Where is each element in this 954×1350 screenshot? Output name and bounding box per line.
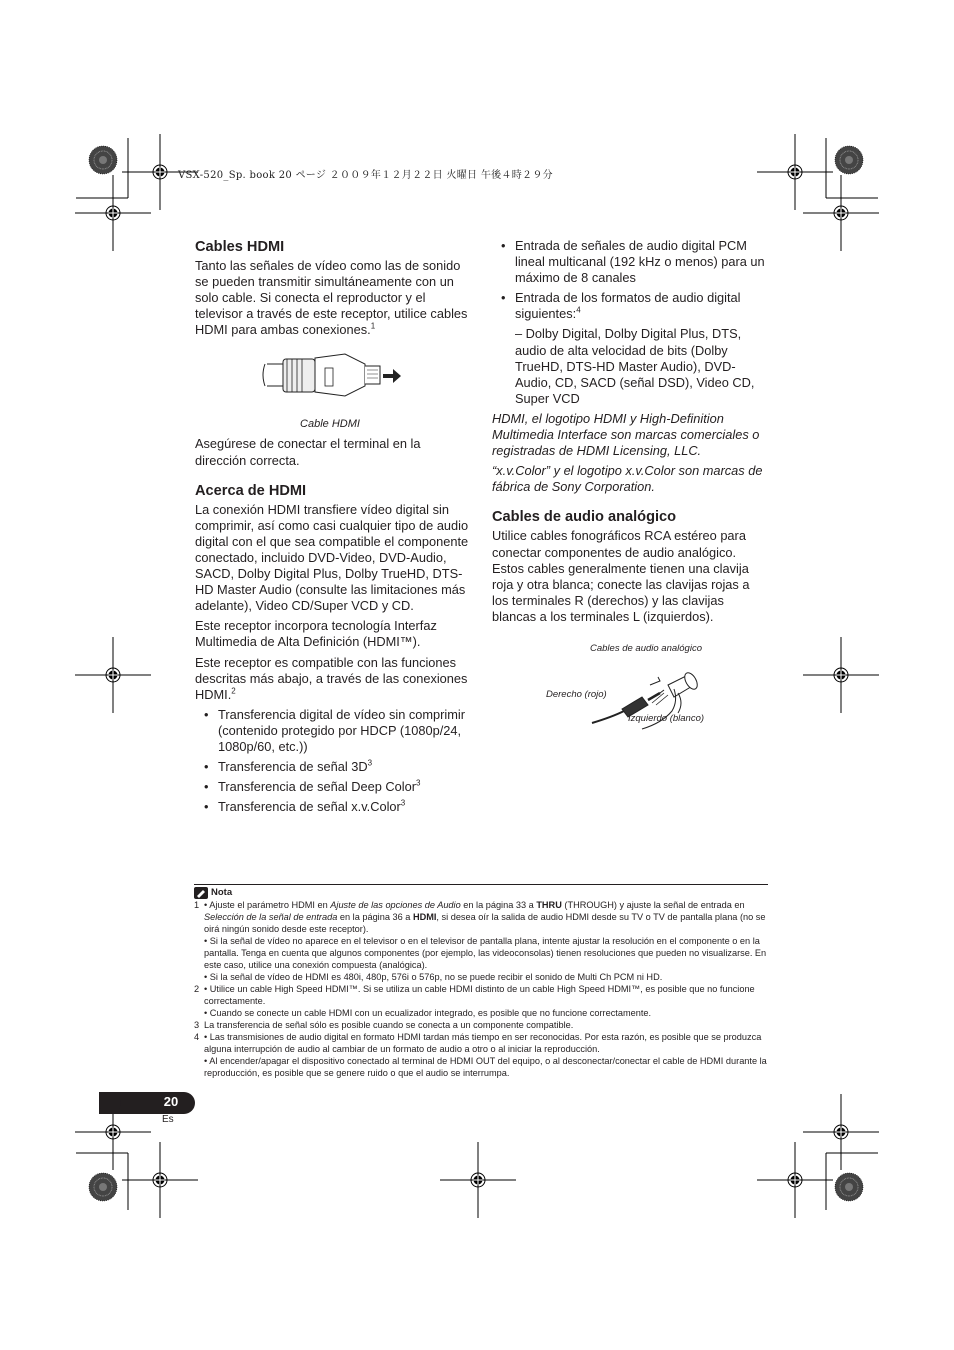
list-item: • Transferencia de señal Deep Color$^3$ [195,779,470,795]
hdmi-cable-figure [195,344,470,431]
hdmi-trademark-note: HDMI, el logotipo HDMI y High-Definition Multimedia Interface son marcas comerciales o registradas de HDMI Licensing, LLC. [492,410,760,459]
heading-cables-hdmi: Cables HDMI [195,239,285,255]
note-4: 4 • Las transmisiones de audio digital en formato HDMI tardan más tiempo en ser reconocidas. Por esta razón, es posible que se produzca alguna interrupción de audio al cambiar de un formato de audio a otro o al iniciar la reproducción. • Al encender/apagar el dispositivo conectado al terminal de HDMI OUT del equipo, o al desconectar/conectar el cable de HDMI durante la reproducción, es posible que se genere ruido o que el audio se interrumpa. [194,1032,767,1078]
cables-hdmi-paragraph: Tanto las señales de vídeo como las de sonido se pueden transmitir simultáneamente con un solo cable. Si conecta el reproductor y el televisor a través de este receptor, utilice cables HDMI para ambas conexiones.$^1$ [195,258,468,338]
note-2: 2 • Utilice un cable High Speed HDMI™. Si se utiliza un cable HDMI distinto de un cable High Speed HDMI™, es posible que no funcione correctamente. • Cuando se conecte un cable HDMI con un ecualizador integrado, es posible que no funcione correctamente. [194,984,755,1018]
analog-figure-title: Cables de audio analógico [590,642,702,654]
xvcolor-trademark-note: “x.v.Color” y el logotipo x.v.Color son marcas de fábrica de Sony Corporation. [492,463,763,495]
list-item: • Transferencia de señal $3D^3$ [195,759,470,775]
list-item: • Entrada de señales de audio digital PCM lineal multicanal (192 kHz o menos) para un máximo de 8 canales [492,238,768,286]
right-column [492,238,768,737]
note-1: 1 • Ajuste el parámetro HDMI en Ajuste de las opciones de Audio en la página 33 a THRU (THROUGH) y ajuste la señal de entrada en Selección de la señal de entrada en la página 36 a HDMI, si desea oír la salida de audio HDMI desde su TV o TV de pantalla plana (no se oirá ningún sonido desde este receptor). • Si la señal de vídeo no aparece en el televisor o en el televisor de pantalla plana, intente ajustar la resolución en el componente o en la pantalla. Tenga en cuenta que algunos componentes (por ejemplo, las videoconsolas) tienen resoluciones que pueden no visualizarse. En este caso, utilice una conexión compuesta (analógica). • Si la señal de vídeo de HDMI es 480i, 480p, 576i o 576p, no se puede recibir el sonido de Multi Ch PCM ni HD. [194,900,767,982]
rca-cable-illustration [492,653,768,743]
analog-cable-figure [492,631,768,731]
analog-cables-paragraph: Utilice cables fonográficos RCA estéreo para conectar componentes de audio analógico. Estos cables generalmente tienen una clavija roja y otra blanca; conecte las clavijas rojas a los terminales R (derechos) y las clavijas blancas a los terminales L (izquierdos). [492,528,750,624]
note-heading: Nota [194,887,768,899]
hdmi-feature-list [195,707,470,816]
note-pencil-icon [194,887,208,899]
acerca-paragraph-1: La conexión HDMI transfiere vídeo digital sin comprimir, así como casi cualquier tipo de audio digital con el que sea compatible el componente conectado, incluido DVD-Video, DVD-Audio, SACD, Dolby Digital Plus, Dolby TrueHD, DTS-HD Master Audio (consulte las limitaciones más adelante), Video CD/Super VCD y CD. [195,501,469,614]
language-code: Es [162,1114,174,1125]
page-number: 20 [163,1094,179,1109]
heading-acerca-hdmi: Acerca de HDMI [195,482,307,499]
note-section [194,884,768,1079]
connect-direction-text: Asegúrese de conectar el terminal en la dirección correcta. [195,436,421,468]
label-right-red: Derecho (rojo) [546,688,607,700]
audio-input-list [492,238,768,322]
label-left-white: Izquierdo (blanco) [628,712,705,724]
acerca-paragraph-2: Este receptor incorpora tecnología Interfaz Multimedia de Alta Definición (HDMI™). [195,618,437,650]
audio-formats-text: – Dolby Digital, Dolby Digital Plus, DTS, audio de alta velocidad de bits (Dolby TrueHD, DTS-HD Master Audio), DVD-Audio, CD, SACD (señal DSD), Video CD, Super VCD [515,326,755,406]
hdmi-cable-illustration [195,350,470,405]
hdmi-cable-caption: Cable HDMI [300,418,360,431]
acerca-paragraph-3: Este receptor es compatible con las funciones descritas más abajo, a través de las conexiones HDMI.$^2$ [195,654,468,702]
list-item: • Transferencia digital de vídeo sin comprimir (contenido protegido por HDCP (1080p/24, 1080p/60, etc.)) [195,707,470,755]
note-3: 3 La transferencia de señal sólo es posible cuando se conecta a un componente compatible. [194,1020,574,1030]
list-item: • Entrada de los formatos de audio digital siguientes:$^4$ [492,290,768,322]
list-item: • Transferencia de señal x.v.Color$^3$ [195,799,470,815]
heading-cables-audio-analogico: Cables de audio analógico [492,509,677,526]
left-column [195,238,470,819]
print-header: VSX-520_Sp. book 20 ページ ２００９年１２月２２日 火曜日 午後４時２９分 [178,170,553,181]
